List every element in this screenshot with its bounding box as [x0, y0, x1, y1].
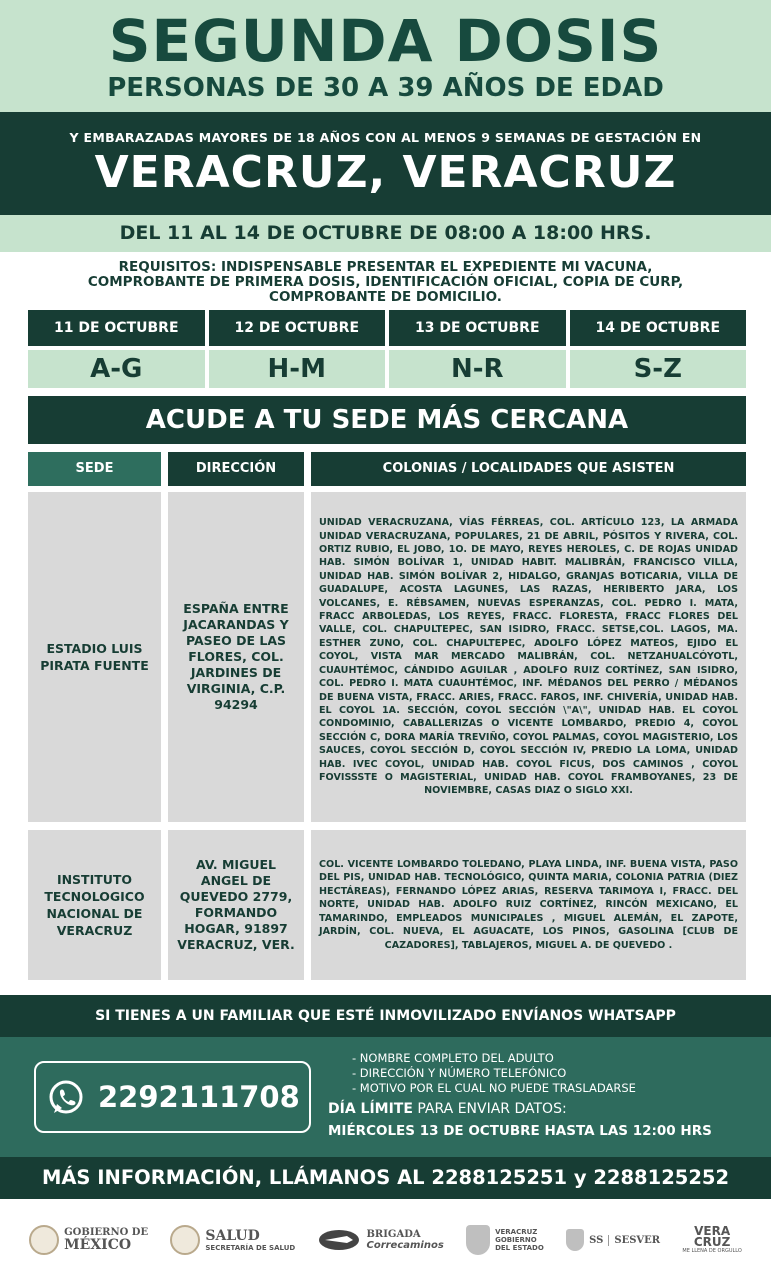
schedule-day: [389, 310, 566, 388]
deadline-bold: DÍA LÍMITE: [328, 1101, 413, 1117]
schedule-day: [209, 310, 386, 388]
schedule-day: [28, 310, 205, 388]
schedule-day-label: 12 DE OCTUBRE: [209, 310, 386, 346]
schedule-letters: H-M: [209, 350, 386, 388]
whatsapp-icon: [46, 1078, 86, 1118]
sede-cell: ESTADIO LUIS PIRATA FUENTE: [28, 492, 161, 822]
sede-cell: INSTITUTO TECNOLOGICO NACIONAL DE VERACRUZ: [28, 830, 161, 980]
title: SEGUNDA DOSIS: [108, 7, 663, 75]
logo-text: GOBIERNO: [495, 1236, 537, 1244]
schedule-day-label: 13 DE OCTUBRE: [389, 310, 566, 346]
logo-text: Correcaminos: [366, 1240, 444, 1251]
colonias-cell: COL. VICENTE LOMBARDO TOLEDANO, PLAYA LINDA, INF. BUENA VISTA, PASO DEL PIS, UNIDAD HAB. TECNOLÓGICO, QUINTA MARIA, COLONIA PATRIA (DIEZ HECTÁREAS), FERNANDO LÓPEZ ARIAS, RESERVA TARIMOYA I, FRACC. DEL NORTE, UNIDAD HAB. ADOLFO RUIZ CORTÍNEZ, RINCÓN MEXICANO, EL TAMARINDO, EMPLEADOS MUNICIPALES , MIGUEL ALEMÁN, EL ZAPOTE, JARDÍN, COL. NUEVA, EL AGUACATE, LOS PINOS, GASOLINA [CLUB DE CAZADORES], TABLAJEROS, MIGUEL A. DE QUEVEDO .: [311, 830, 746, 980]
vera-cruz-wordmark: [682, 1223, 742, 1255]
logo-text: MÉXICO: [64, 1237, 132, 1253]
column-header-colonias: COLONIAS / LOCALIDADES QUE ASISTEN: [311, 452, 746, 486]
date-range: DEL 11 AL 14 DE OCTUBRE DE 08:00 A 18:00 HRS.: [0, 215, 771, 252]
subtitle: PERSONAS DE 30 A 39 AÑOS DE EDAD: [107, 73, 664, 103]
requirements-line: REQUISITOS: INDISPENSABLE PRESENTAR EL EXPEDIENTE MI VACUNA,: [118, 259, 653, 275]
logo-text: CRUZ: [693, 1234, 731, 1249]
table-row: [28, 492, 746, 822]
requirements-line: COMPROBANTE DE DOMICILIO.: [269, 289, 502, 305]
logo-text: BRIGADA: [366, 1229, 421, 1240]
schedule-day-label: 11 DE OCTUBRE: [28, 310, 205, 346]
table-header: [28, 452, 746, 486]
logo-text: SS: [589, 1234, 604, 1246]
info-banner: MÁS INFORMACIÓN, LLÁMANOS AL 2288125251 y 2288125252: [0, 1157, 771, 1199]
title-banner: [0, 0, 771, 112]
column-header-sede: SEDE: [28, 452, 161, 486]
schedule-letters: N-R: [389, 350, 566, 388]
acude-banner: ACUDE A TU SEDE MÁS CERCANA: [28, 396, 746, 444]
whatsapp-phone-box[interactable]: [34, 1061, 311, 1133]
logo-text: GOBIERNO DE: [64, 1227, 149, 1238]
direccion-cell: ESPAÑA ENTRE JACARANDAS Y PASEO DE LAS FLORES, COL. JARDINES DE VIRGINIA, C.P. 94294: [168, 492, 304, 822]
salud-logo: [170, 1225, 295, 1255]
salud-seal-icon: [170, 1225, 200, 1255]
table-row: [28, 830, 746, 980]
city-title: VERACRUZ, VERACRUZ: [94, 147, 677, 198]
logo-text: SECRETARÍA DE SALUD: [205, 1243, 296, 1252]
location-banner: [0, 112, 771, 215]
whatsapp-panel: [0, 1037, 771, 1157]
veracruz-orgullo-logo: [682, 1223, 742, 1255]
logo-text: SALUD: [205, 1227, 260, 1244]
veracruz-gobierno-logo: [466, 1225, 544, 1255]
logo-text: SESVER: [608, 1235, 660, 1246]
logo-text: DEL ESTADO: [495, 1244, 544, 1252]
direccion-cell: AV. MIGUEL ANGEL DE QUEVEDO 2779, FORMANDO HOGAR, 91897 VERACRUZ, VER.: [168, 830, 304, 980]
gobierno-mexico-logo: [29, 1225, 148, 1255]
list-item: - MOTIVO POR EL CUAL NO PUEDE TRASLADARSE: [352, 1081, 636, 1095]
deadline-rest: PARA ENVIAR DATOS:: [412, 1101, 567, 1117]
whatsapp-phone-number: 2292111708: [98, 1080, 300, 1114]
requirements-line: COMPROBANTE DE PRIMERA DOSIS, IDENTIFICACIÓN OFICIAL, COPIA DE CURP,: [87, 274, 684, 290]
list-item: - DIRECCIÓN Y NÚMERO TELEFÓNICO: [352, 1066, 567, 1080]
colonias-cell: UNIDAD VERACRUZANA, VÍAS FÉRREAS, COL. ARTÍCULO 123, LA ARMADA UNIDAD VERACRUZANA, POPULARES, 21 DE ABRIL, PÓSITOS Y RIVERA, COL. ORTIZ RUBIO, EL JOBO, 1O. DE MAYO, REYES HEROLES, C. DE ROJAS UNIDAD HAB. SIMÓN BOLÍVAR 1, UNIDAD HABIT. MALIBRÁN, FRANCISCO VILLA, UNIDAD HAB. SIMÓN BOLÍVAR 2, HIDALGO, GRANJAS BOTICARIA, VILLA DE GUADALUPE, ACOSTA LAGUNES, LAS RAZAS, HERIBERTO JARA, LOS VOLCANES, E. RÉBSAMEN, NUEVAS ESPERANZAS, COL. PEDRO I. MATA, FRACC ARBOLEDAS, LOS REYES, FRACC. FLORESTA, FRACC FLORES DEL VALLE, COL. CHAPULTEPEC, SAN ISIDRO, FRACC. SETSE,COL. LAGOS, MA. ESTHER ZUNO, COL. CHAPULTEPEC, ADOLFO LÓPEZ MATEOS, EJIDO EL COYOL, VISTA MAR MERCADO MALIBRÁN, COL. NETZAHUALCÓYOTL, CUAUHTÉMOC, CÁNDIDO AGUILAR , ADOLFO RUIZ CORTÍNEZ, SAN ISIDRO, COL. PEDRO I. MATA CUAUHTÉMOC, INF. MÉDANOS DEL PERRO / MÉDANOS DE BUENA VISTA, FRACC. ARIES, FRACC. FAROS, INF. CHIVERÍA, UNIDAD HAB. EL COYOL 1A. SECCIÓN, COYOL SECCIÓN \"A\", UNIDAD HAB. EL COYOL CONDOMINIO, CABALLERIZAS O VICENTE LOMBARDO, PREDIO 4, COYOL SECCIÓN C, DORA MARÍA TREVIÑO, COYOL PALMAS, COYOL MAGISTERIO, LOS SAUCES, COYOL SECCIÓN D, COYOL SECCIÓN IV, PREDIO LA LOMA, UNIDAD HAB. IVEC COYOL, UNIDAD HAB. COYOL FICUS, DOS CAMINOS , COYOL FOVISSSTE O MAGISTERIAL, UNIDAD HAB. COYOL FRAMBOYANES, 23 DE NOVIEMBRE, CASAS DIAZ O SIGLO XXI.: [311, 492, 746, 822]
brigada-logo: [317, 1228, 443, 1252]
logo-text: VERA: [694, 1223, 731, 1238]
logo-text: ME LLENA DE ORGULLO: [682, 1247, 742, 1254]
embarazadas-note: Y EMBARAZADAS MAYORES DE 18 AÑOS CON AL MENOS 9 SEMANAS DE GESTACIÓN EN: [69, 130, 702, 145]
required-data-list: [352, 1051, 636, 1096]
schedule-day-label: 14 DE OCTUBRE: [570, 310, 747, 346]
list-item: - NOMBRE COMPLETO DEL ADULTO: [352, 1051, 554, 1065]
schedule-letters: S-Z: [570, 350, 747, 388]
whatsapp-banner: SI TIENES A UN FAMILIAR QUE ESTÉ INMOVILIZADO ENVÍANOS WHATSAPP: [0, 995, 771, 1037]
ss-shield-icon: [566, 1229, 584, 1251]
mexico-seal-icon: [29, 1225, 59, 1255]
schedule-grid: [28, 310, 746, 388]
logo-text: VERACRUZ: [495, 1228, 538, 1236]
deadline-label: [328, 1101, 567, 1117]
logo-strip: [0, 1210, 771, 1270]
column-header-direccion: DIRECCIÓN: [168, 452, 304, 486]
schedule-letters: A-G: [28, 350, 205, 388]
requirements: [0, 252, 771, 312]
ss-sesver-logo: [566, 1229, 660, 1251]
veracruz-shield-icon: [466, 1225, 490, 1255]
schedule-day: [570, 310, 747, 388]
roadrunner-icon: [317, 1228, 361, 1252]
deadline-date: MIÉRCOLES 13 DE OCTUBRE HASTA LAS 12:00 HRS: [328, 1123, 712, 1139]
